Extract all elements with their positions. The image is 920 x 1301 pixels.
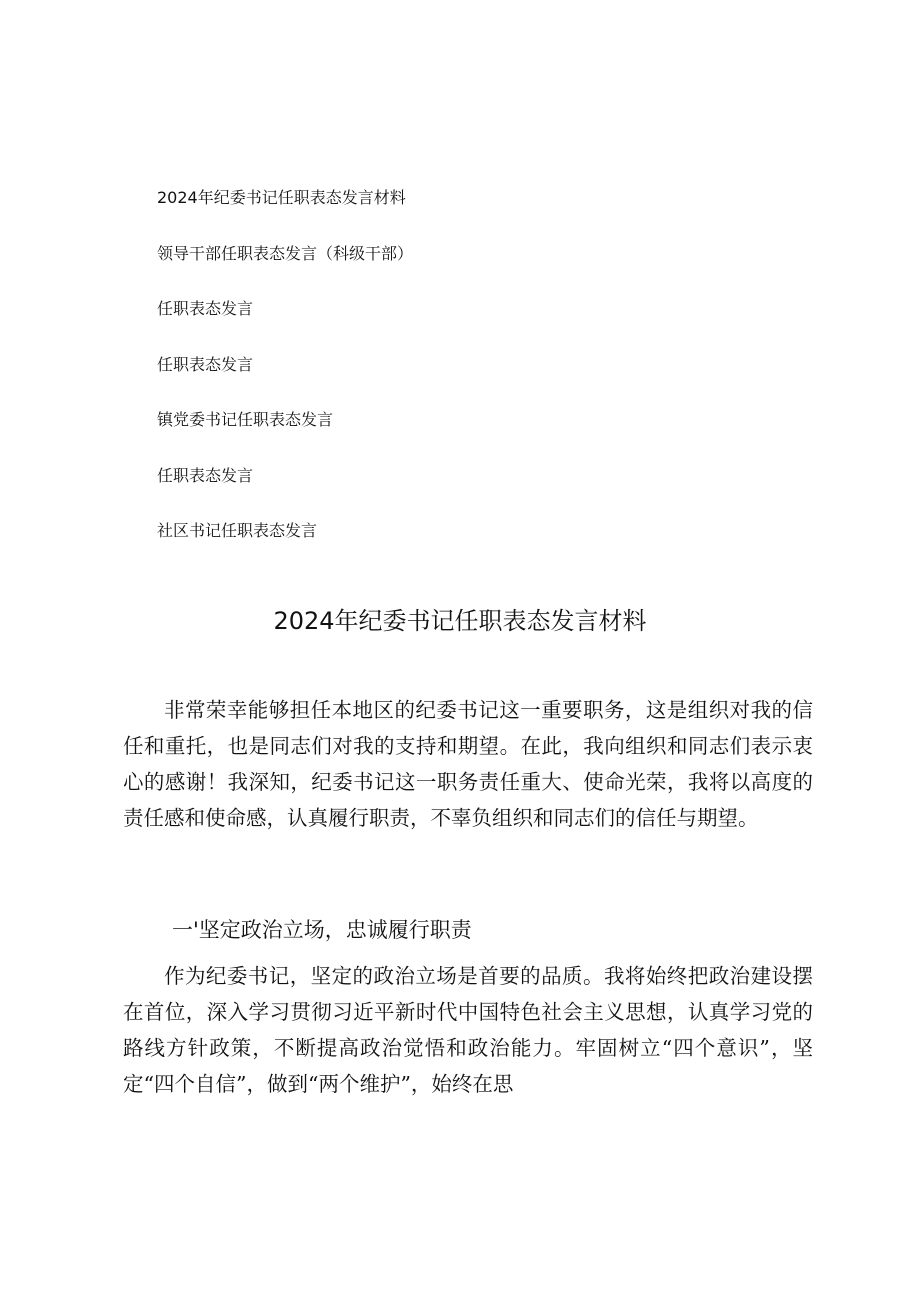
body-paragraph: 非常荣幸能够担任本地区的纪委书记这一重要职务，这是组织对我的信任和重托，也是同志们对我的支持和期望。在此，我向组织和同志们表示衷心的感谢！我深知，纪委书记这一职务责任重大、使命光荣，我将以高度的责任感和使命感，认真履行职责，不辜负组织和同志们的信任与期望。 — [123, 698, 813, 830]
section-heading: 一'坚定政治立场，忠诚履行职责 — [172, 918, 472, 942]
toc-item[interactable]: 社区书记任职表态发言 — [157, 521, 318, 540]
body-paragraph: 作为纪委书记，坚定的政治立场是首要的品质。我将始终把政治建设摆在首位，深入学习贯彻习近平新时代中国特色社会主义思想，认真学习党的路线方针政策，不断提高政治觉悟和政治能力。牢固树立“四个意识”，坚定“四个自信”，做到“两个维护”，始终在思 — [123, 964, 813, 1096]
toc-item[interactable]: 2024年纪委书记任职表态发言材料 — [157, 188, 406, 207]
document-title: 2024年纪委书记任职表态发言材料 — [273, 607, 647, 635]
toc-item[interactable]: 镇党委书记任职表态发言 — [157, 410, 334, 429]
toc-item[interactable]: 任职表态发言 — [157, 299, 254, 318]
toc-item[interactable]: 领导干部任职表态发言（科级干部） — [157, 243, 414, 263]
toc-item[interactable]: 任职表态发言 — [157, 465, 254, 485]
toc-item[interactable]: 任职表态发言 — [157, 354, 254, 374]
table-of-contents — [157, 186, 857, 575]
